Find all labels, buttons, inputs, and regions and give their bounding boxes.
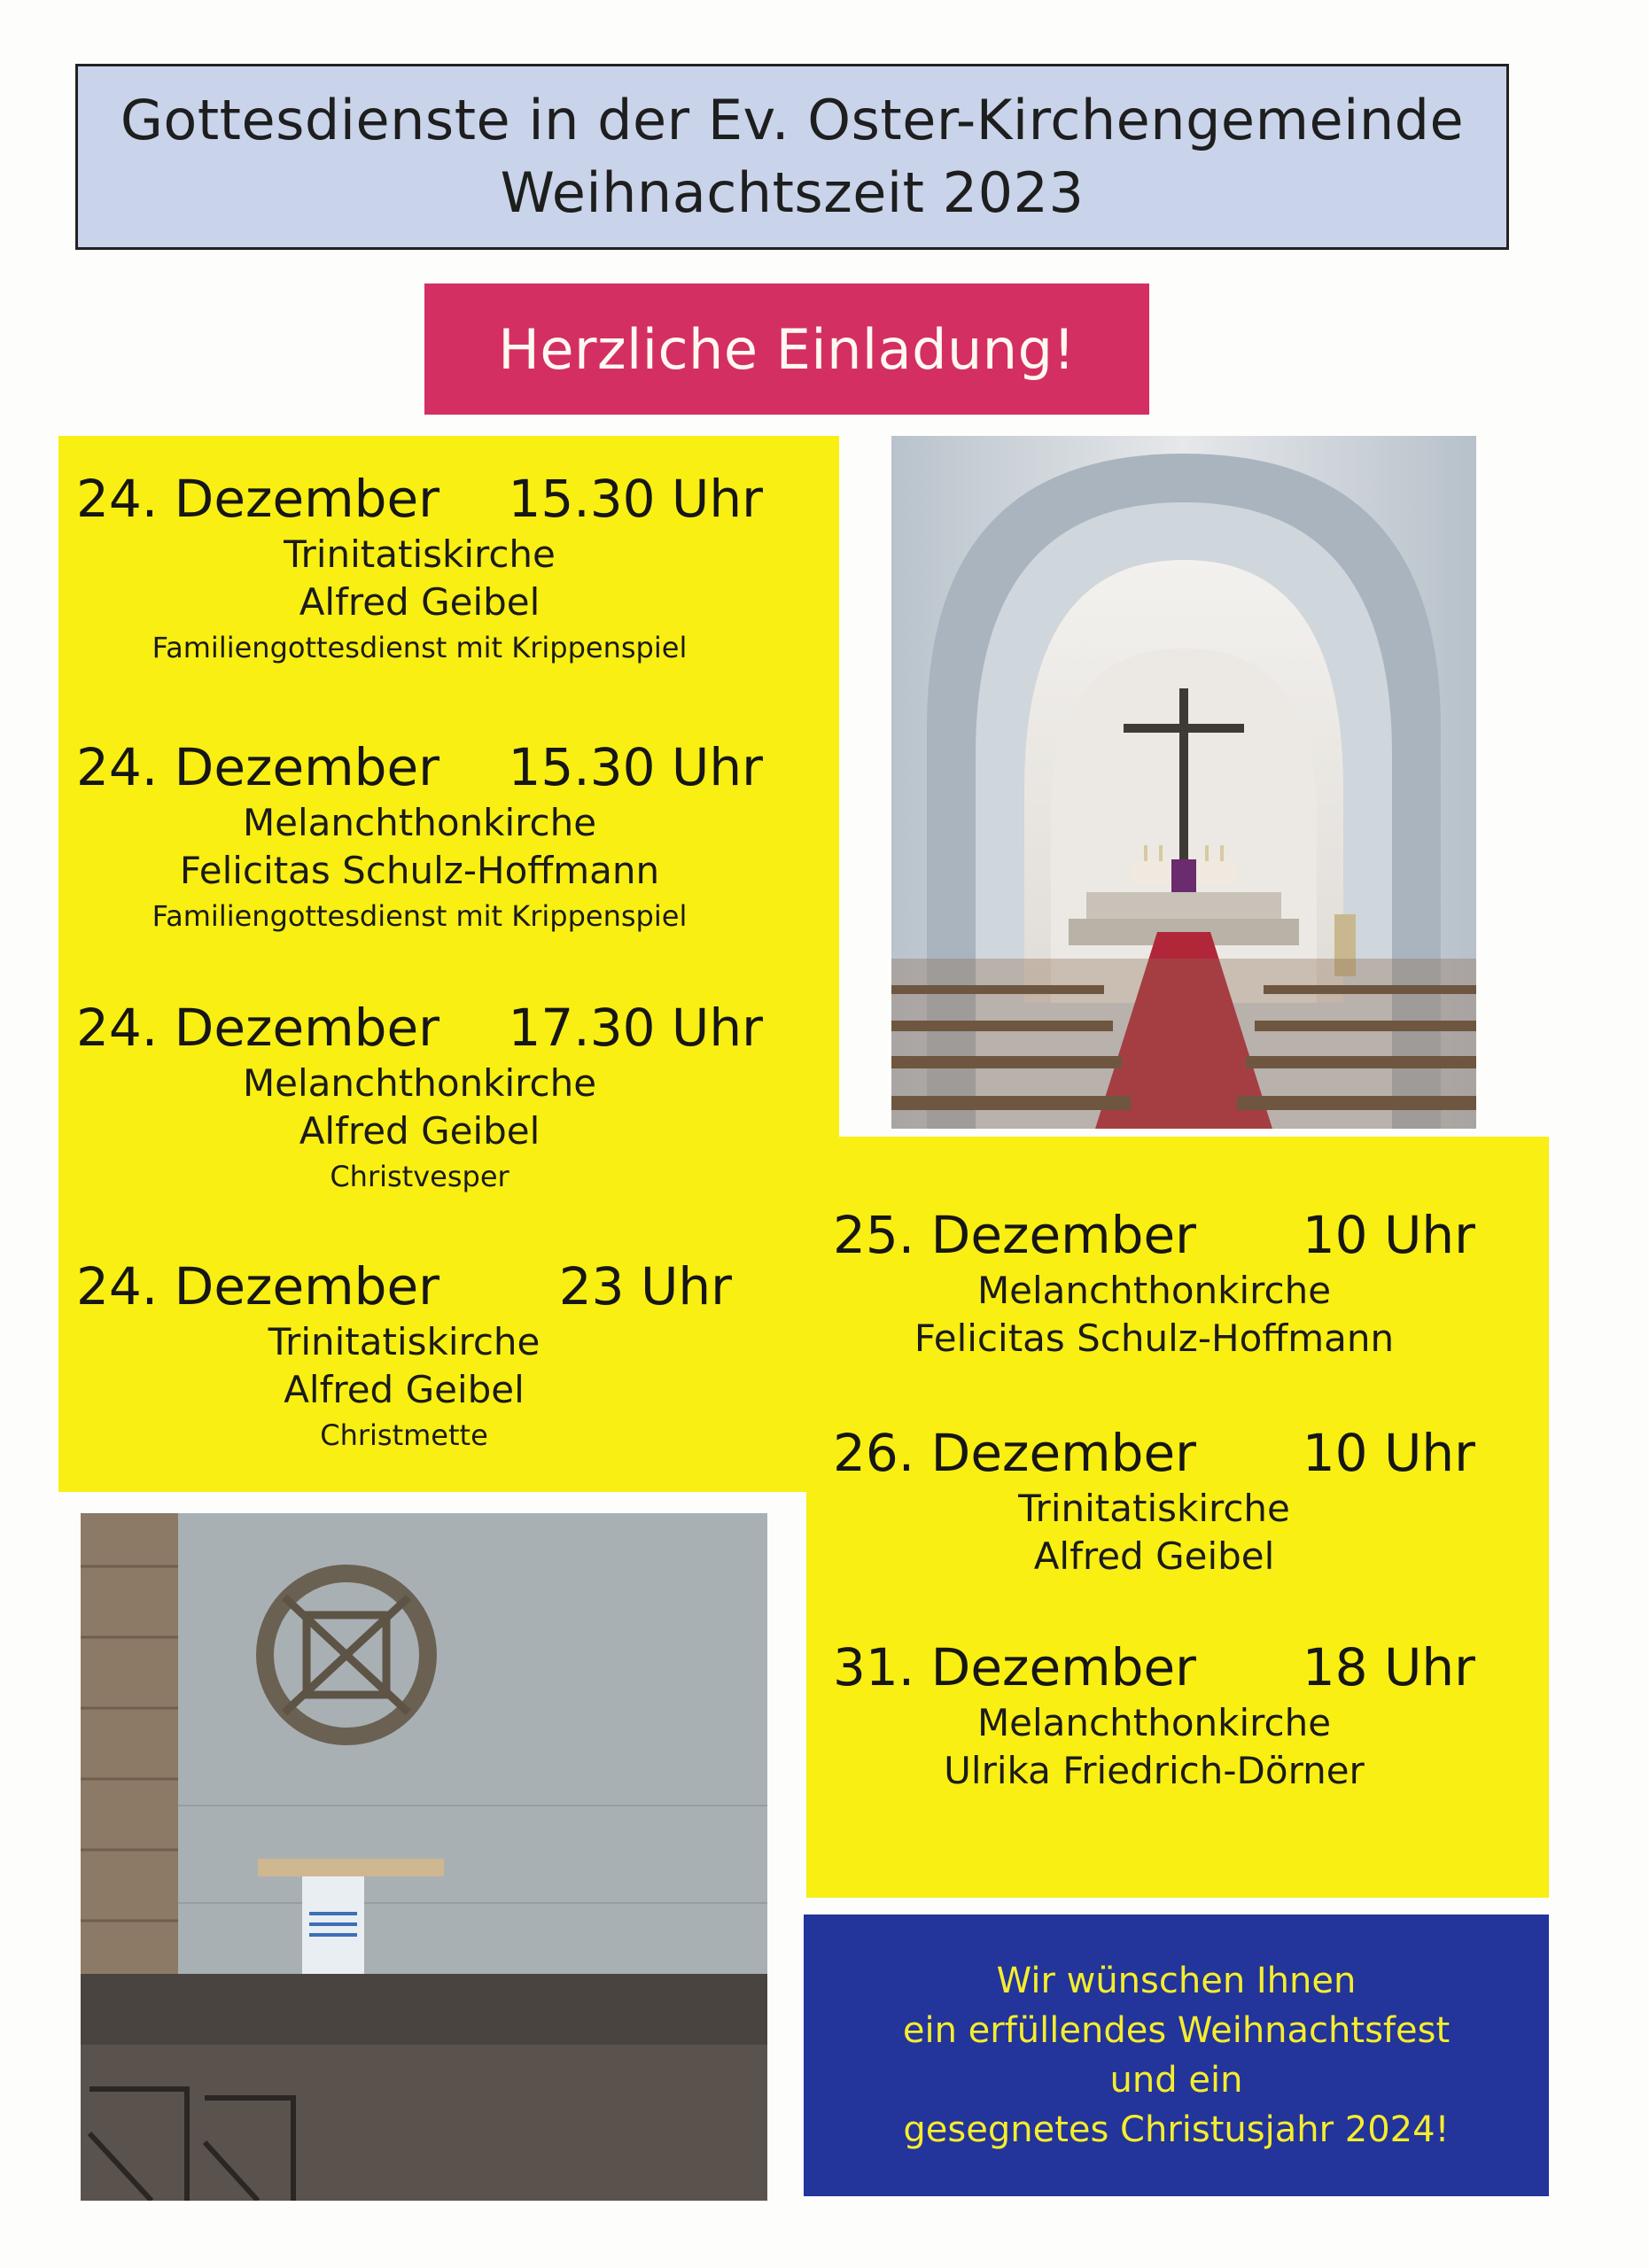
service-time: 10 Uhr: [1302, 1205, 1475, 1265]
service-entry: [833, 1635, 1475, 1795]
service-pastor: Alfred Geibel: [299, 1109, 541, 1153]
service-date: 25. Dezember: [833, 1205, 1196, 1265]
service-header: [76, 467, 763, 531]
service-date: 26. Dezember: [833, 1423, 1196, 1483]
service-pastor: Felicitas Schulz-Hoffmann: [179, 849, 660, 892]
closing-wishes-box: [804, 1915, 1549, 2196]
service-church: Melanchthonkirche: [976, 1701, 1332, 1744]
altar-illustration: [81, 1513, 767, 2201]
service-header: [76, 996, 763, 1060]
closing-line-2: ein erfüllendes Weihnachtsfest: [902, 2010, 1451, 2051]
title-box: [75, 64, 1509, 250]
closing-line-4: gesegnetes Christusjahr 2024!: [903, 2109, 1450, 2150]
service-note: Familiengottesdienst mit Krippenspiel: [152, 899, 688, 933]
invitation-text: Herzliche Einladung!: [498, 316, 1076, 382]
service-pastor: Alfred Geibel: [1033, 1534, 1275, 1578]
altar-photo: [81, 1513, 767, 2201]
service-date: 24. Dezember: [76, 469, 439, 529]
closing-line-3: und ein: [1109, 2060, 1243, 2101]
service-pastor: Alfred Geibel: [284, 1368, 525, 1411]
service-church: Melanchthonkirche: [242, 1061, 597, 1105]
service-date: 24. Dezember: [76, 1256, 439, 1317]
title-line-1: Gottesdienste in der Ev. Oster-Kirchengemeinde: [120, 88, 1465, 152]
service-header: [76, 735, 763, 799]
service-note: Christvesper: [330, 1160, 509, 1193]
service-time: 15.30 Uhr: [508, 469, 763, 529]
service-time: 18 Uhr: [1302, 1637, 1475, 1697]
title-line-2: Weihnachtszeit 2023: [500, 160, 1085, 225]
closing-line-1: Wir wünschen Ihnen: [996, 1961, 1357, 2001]
service-date: 24. Dezember: [76, 998, 439, 1058]
service-header: [833, 1635, 1475, 1699]
service-header: [76, 1254, 732, 1318]
service-church: Trinitatiskirche: [284, 532, 556, 576]
service-date: 24. Dezember: [76, 737, 439, 797]
service-header: [833, 1203, 1475, 1267]
invitation-banner: [424, 284, 1149, 415]
service-note: Familiengottesdienst mit Krippenspiel: [152, 631, 688, 664]
service-time: 15.30 Uhr: [508, 737, 763, 797]
service-church: Trinitatiskirche: [268, 1320, 541, 1363]
service-date: 31. Dezember: [833, 1637, 1196, 1697]
service-pastor: Ulrika Friedrich-Dörner: [944, 1749, 1365, 1792]
service-entry: [76, 735, 763, 937]
service-entry: [76, 467, 763, 669]
church-nave-illustration: [891, 436, 1476, 1129]
service-pastor: Felicitas Schulz-Hoffmann: [914, 1317, 1395, 1360]
service-church: Trinitatiskirche: [1018, 1487, 1290, 1530]
service-entry: [833, 1203, 1475, 1363]
service-note: Christmette: [320, 1418, 488, 1452]
service-church: Melanchthonkirche: [242, 801, 597, 844]
service-entry: [76, 1254, 732, 1456]
service-time: 17.30 Uhr: [508, 998, 763, 1058]
service-entry: [76, 996, 763, 1198]
service-header: [833, 1421, 1475, 1485]
service-time: 23 Uhr: [558, 1256, 732, 1317]
church-nave-photo: [891, 436, 1476, 1129]
service-church: Melanchthonkirche: [976, 1269, 1332, 1312]
service-entry: [833, 1421, 1475, 1581]
service-time: 10 Uhr: [1302, 1423, 1475, 1483]
service-pastor: Alfred Geibel: [299, 580, 541, 624]
